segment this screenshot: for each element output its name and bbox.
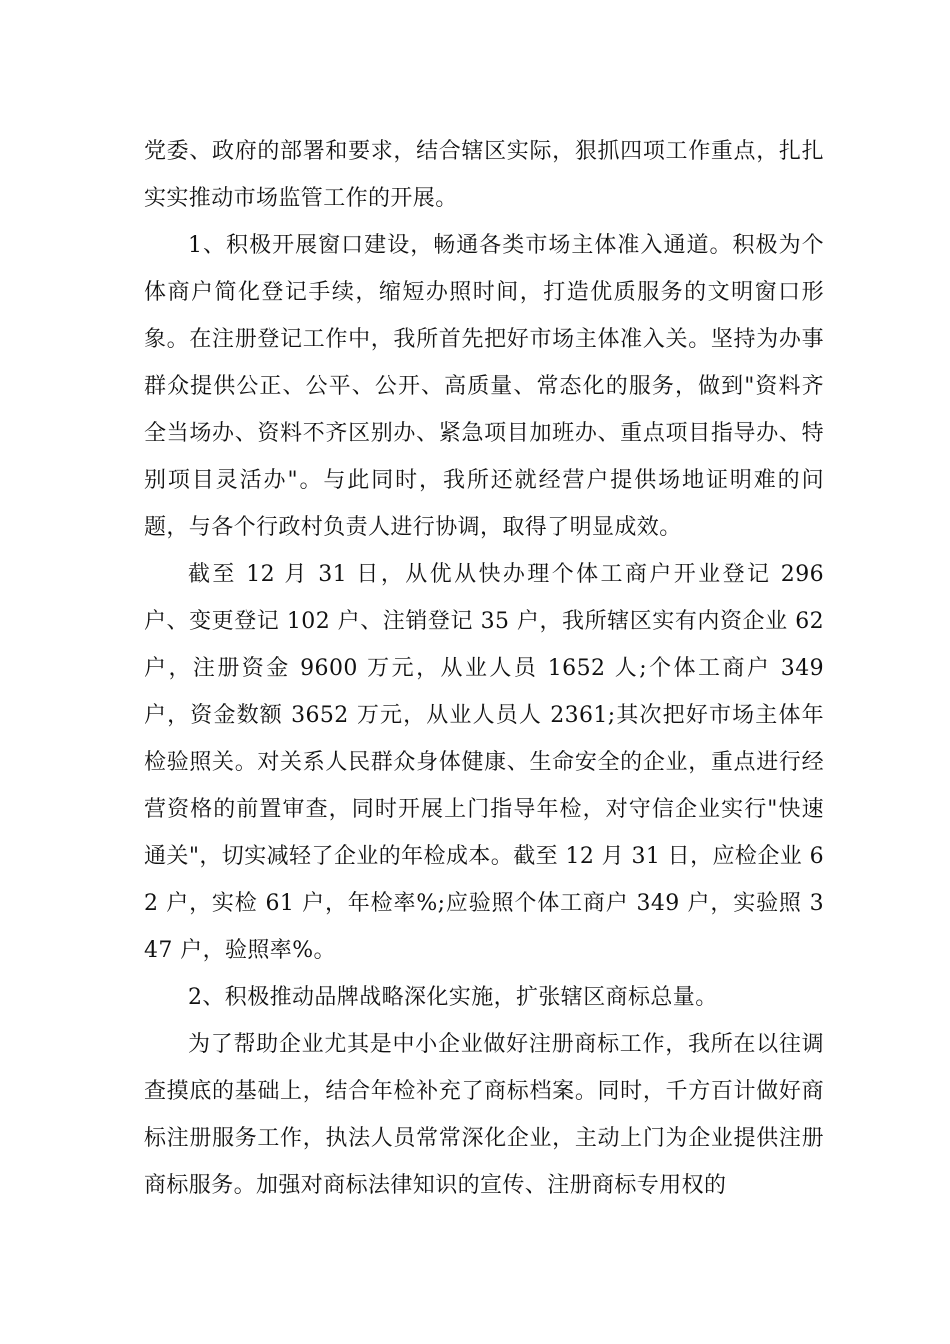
paragraph-continuation: 党委、政府的部署和要求，结合辖区实际，狠抓四项工作重点，扎扎实实推动市场监管工作的开展。	[144, 139, 824, 211]
document-body	[144, 128, 824, 1209]
paragraph-trademark-service: 为了帮助企业尤其是中小企业做好注册商标工作，我所在以往调查摸底的基础上，结合年检补充了商标档案。同时，千方百计做好商标注册服务工作，执法人员常常深化企业，主动上门为企业提供注册商标服务。加强对商标法律知识的宣传、注册商标专用权的	[144, 1032, 824, 1198]
paragraph-brand-strategy-heading: 2、积极推动品牌战略深化实施，扩张辖区商标总量。	[188, 985, 718, 1010]
paragraph-window-construction: 1、积极开展窗口建设，畅通各类市场主体准入通道。积极为个体商户简化登记手续，缩短办照时间，打造优质服务的文明窗口形象。在注册登记工作中，我所首先把好市场主体准入关。坚持为办事群众提供公正、公平、公开、高质量、常态化的服务，做到"资料齐全当场办、资料不齐区别办、紧急项目加班办、重点项目指导办、特别项目灵活办"。与此同时，我所还就经营户提供场地证明难的问题，与各个行政村负责人进行协调，取得了明显成效。	[144, 233, 824, 540]
paragraph-registration-statistics: 截至 12 月 31 日，从优从快办理个体工商户开业登记 296 户、变更登记 102 户、注销登记 35 户，我所辖区实有内资企业 62 户，注册资金 9600 万元，从业人员 1652 人;个体工商户 349 户，资金数额 3652 万元，从业人员人 2361;其次把好市场主体年检验照关。对关系人民群众身体健康、生命安全的企业，重点进行经营资格的前置审查，同时开展上门指导年检，对守信企业实行"快速通关"，切实减轻了企业的年检成本。截至 12 月 31 日，应检企业 62 户，实检 61 户，年检率%;应验照个体工商户 349 户，实验照 347 户，验照率%。	[144, 562, 824, 963]
